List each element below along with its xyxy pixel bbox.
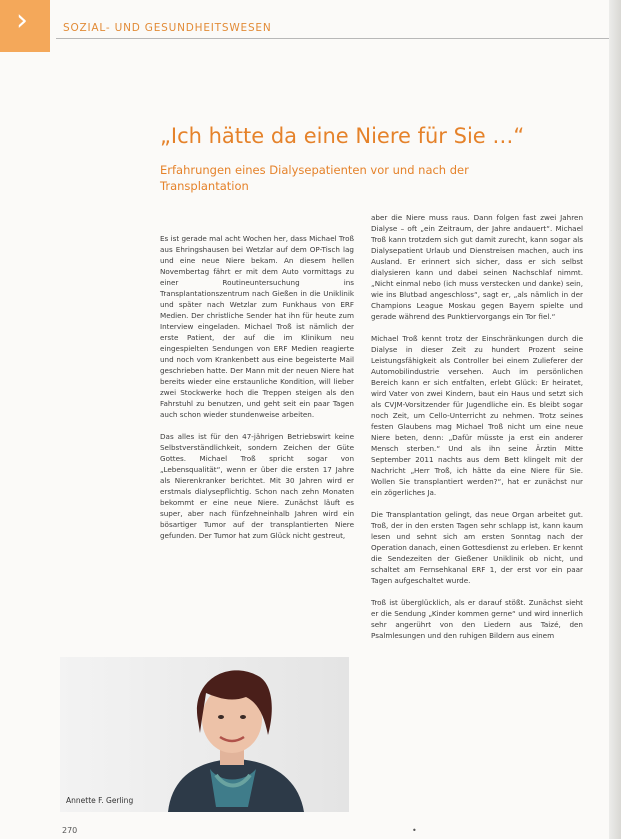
paragraph: Die Transplantation gelingt, das neue Organ arbeitet gut. Troß, der in den ersten Tagen sehr schlapp ist, kann kaum lesen und sehnt sich am ersten Sonntag nach der Operation danach, einen Gottesdienst zu erleben. Er kennt die Sendezeiten der Gießener Uniklinik ob nicht, und schaltet am Fernsehkanal ERF 1, der erst vor ein paar Tagen aufgeschaltet wurde. xyxy=(371,510,584,585)
paragraph: Michael Troß kennt trotz der Einschränkungen durch die Dialyse in dieser Zeit zu hundert Prozent seine Leistungsfähigkeit als Controller bei einem Zulieferer der Automobilindustrie versehen. Auch im persönlichen Bereich kann er sich entfalten, erlebt Glück: Er heiratet, wird Vater von zwei Kindern, baut ein Haus und setzt sich als CVJM-Vorsitzender für Jugendliche ein. Es bleibt sogar noch Zeit, um Cello-Unterricht zu nehmen. Trotz seines festen Glaubens mag Michael Troß nicht um eine neue Niere beten, denn: „Dafür müsste ja erst ein anderer Mensch sterben.“ Und als ihn seine Ärztin Mitte September 2011 nachts aus dem Bett klingelt mit der Nachricht „Herr Troß, ich hätte da eine Niere für Sie. Wollen Sie transplantiert werden?“, hat er zunächst nur ein zögerliches Ja. xyxy=(371,334,583,497)
article-column-left xyxy=(160,233,354,552)
article-column-right xyxy=(371,212,583,652)
footer-marker: • xyxy=(412,826,417,835)
paragraph: Das alles ist für den 47-jährigen Betriebswirt keine Selbstverständlichkeit, sondern Zeichen der Güte Gottes. Michael Troß spricht sogar von „Lebensqualität“, wenn er über die ersten 17 Jahre als Nierenkranker berichtet. Mit 30 Jahren wird er erstmals dialysepflichtig. Schon nach zehn Monaten bekommt er eine neue Niere. Zunächst läuft es super, aber nach fünfzehneinhalb Jahren wird ein bösartiger Tumor auf der transplantierten Niere gefunden. Der Tumor hat zum Glück nicht gestreut, xyxy=(160,432,354,540)
section-marker xyxy=(0,0,50,52)
article-title: „Ich hätte da eine Niere für Sie …“ xyxy=(160,124,525,149)
article-subtitle: Erfahrungen eines Dialysepatienten vor und nach der Transplantation xyxy=(160,163,469,193)
section-heading: SOZIAL- UND GESUNDHEITSWESEN xyxy=(63,22,272,34)
portrait-photo xyxy=(60,657,349,812)
paragraph: Troß ist überglücklich, als er darauf stößt. Zunächst sieht er die Sendung „Kinder kommen gerne“ und wird innerlich sehr angerührt von den Liedern aus Taizé, den Psalmlesungen und den ruhigen Bildern aus einem xyxy=(371,598,583,640)
page-number: 270 xyxy=(62,826,78,835)
header-rule xyxy=(56,38,616,39)
paragraph: Es ist gerade mal acht Wochen her, dass Michael Troß aus Ehringshausen bei Wetzlar auf dem OP-Tisch lag und eine neue Niere bekam. An diesem hellen Novembertag fährt er mit dem Auto vormittags zu einer Routineuntersuchung ins Transplantationszentrum nach Gießen in die Uniklinik und später nach Wetzlar zum Funkhaus von ERF Medien. Der christliche Sender hat ihn für heute zum Interview eingeladen. Michael Troß ist nämlich der erste Patient, der auf die im Klinikum neu eingespielten Sendungen von ERF Medien reagierte und noch vom Krankenbett aus eine begeisterte Mail geschrieben hatte. Der Mann mit der neuen Niere hat bereits wieder eine erstaunliche Kondition, will lieber zwei Stockwerke hoch die Treppen steigen als den Fahrstuhl zu benutzen, und geht seit ein paar Tagen auch schon wieder stundenweise arbeiten. xyxy=(160,234,354,419)
portrait-illustration xyxy=(60,657,349,812)
page-edge-shadow xyxy=(609,0,621,839)
chevron-right-icon: › xyxy=(16,3,28,38)
paragraph: aber die Niere muss raus. Dann folgen fast zwei Jahren Dialyse – oft „ein Zeitraum, der Jahre andauert“. Michael Troß kann trotzdem sich gut damit zurecht, kann sogar als Dialysepatient Urlaub und Dienstreisen machen, auch ins Ausland. Er erinnert sich sicher, dass er sich selbst dialysieren kann und dabei seinen Nachschlaf nimmt. „Nicht einmal nebo (ich muss verstecken und danke) sein, wie ins Blutbad angeschloss“, sagt er, „als nämlich in der Champions League Moskau gegen Bayern spielte und gerade während des Punktiervorgangs ein Tor fiel.“ xyxy=(371,213,583,321)
photo-caption: Annette F. Gerling xyxy=(66,796,134,805)
